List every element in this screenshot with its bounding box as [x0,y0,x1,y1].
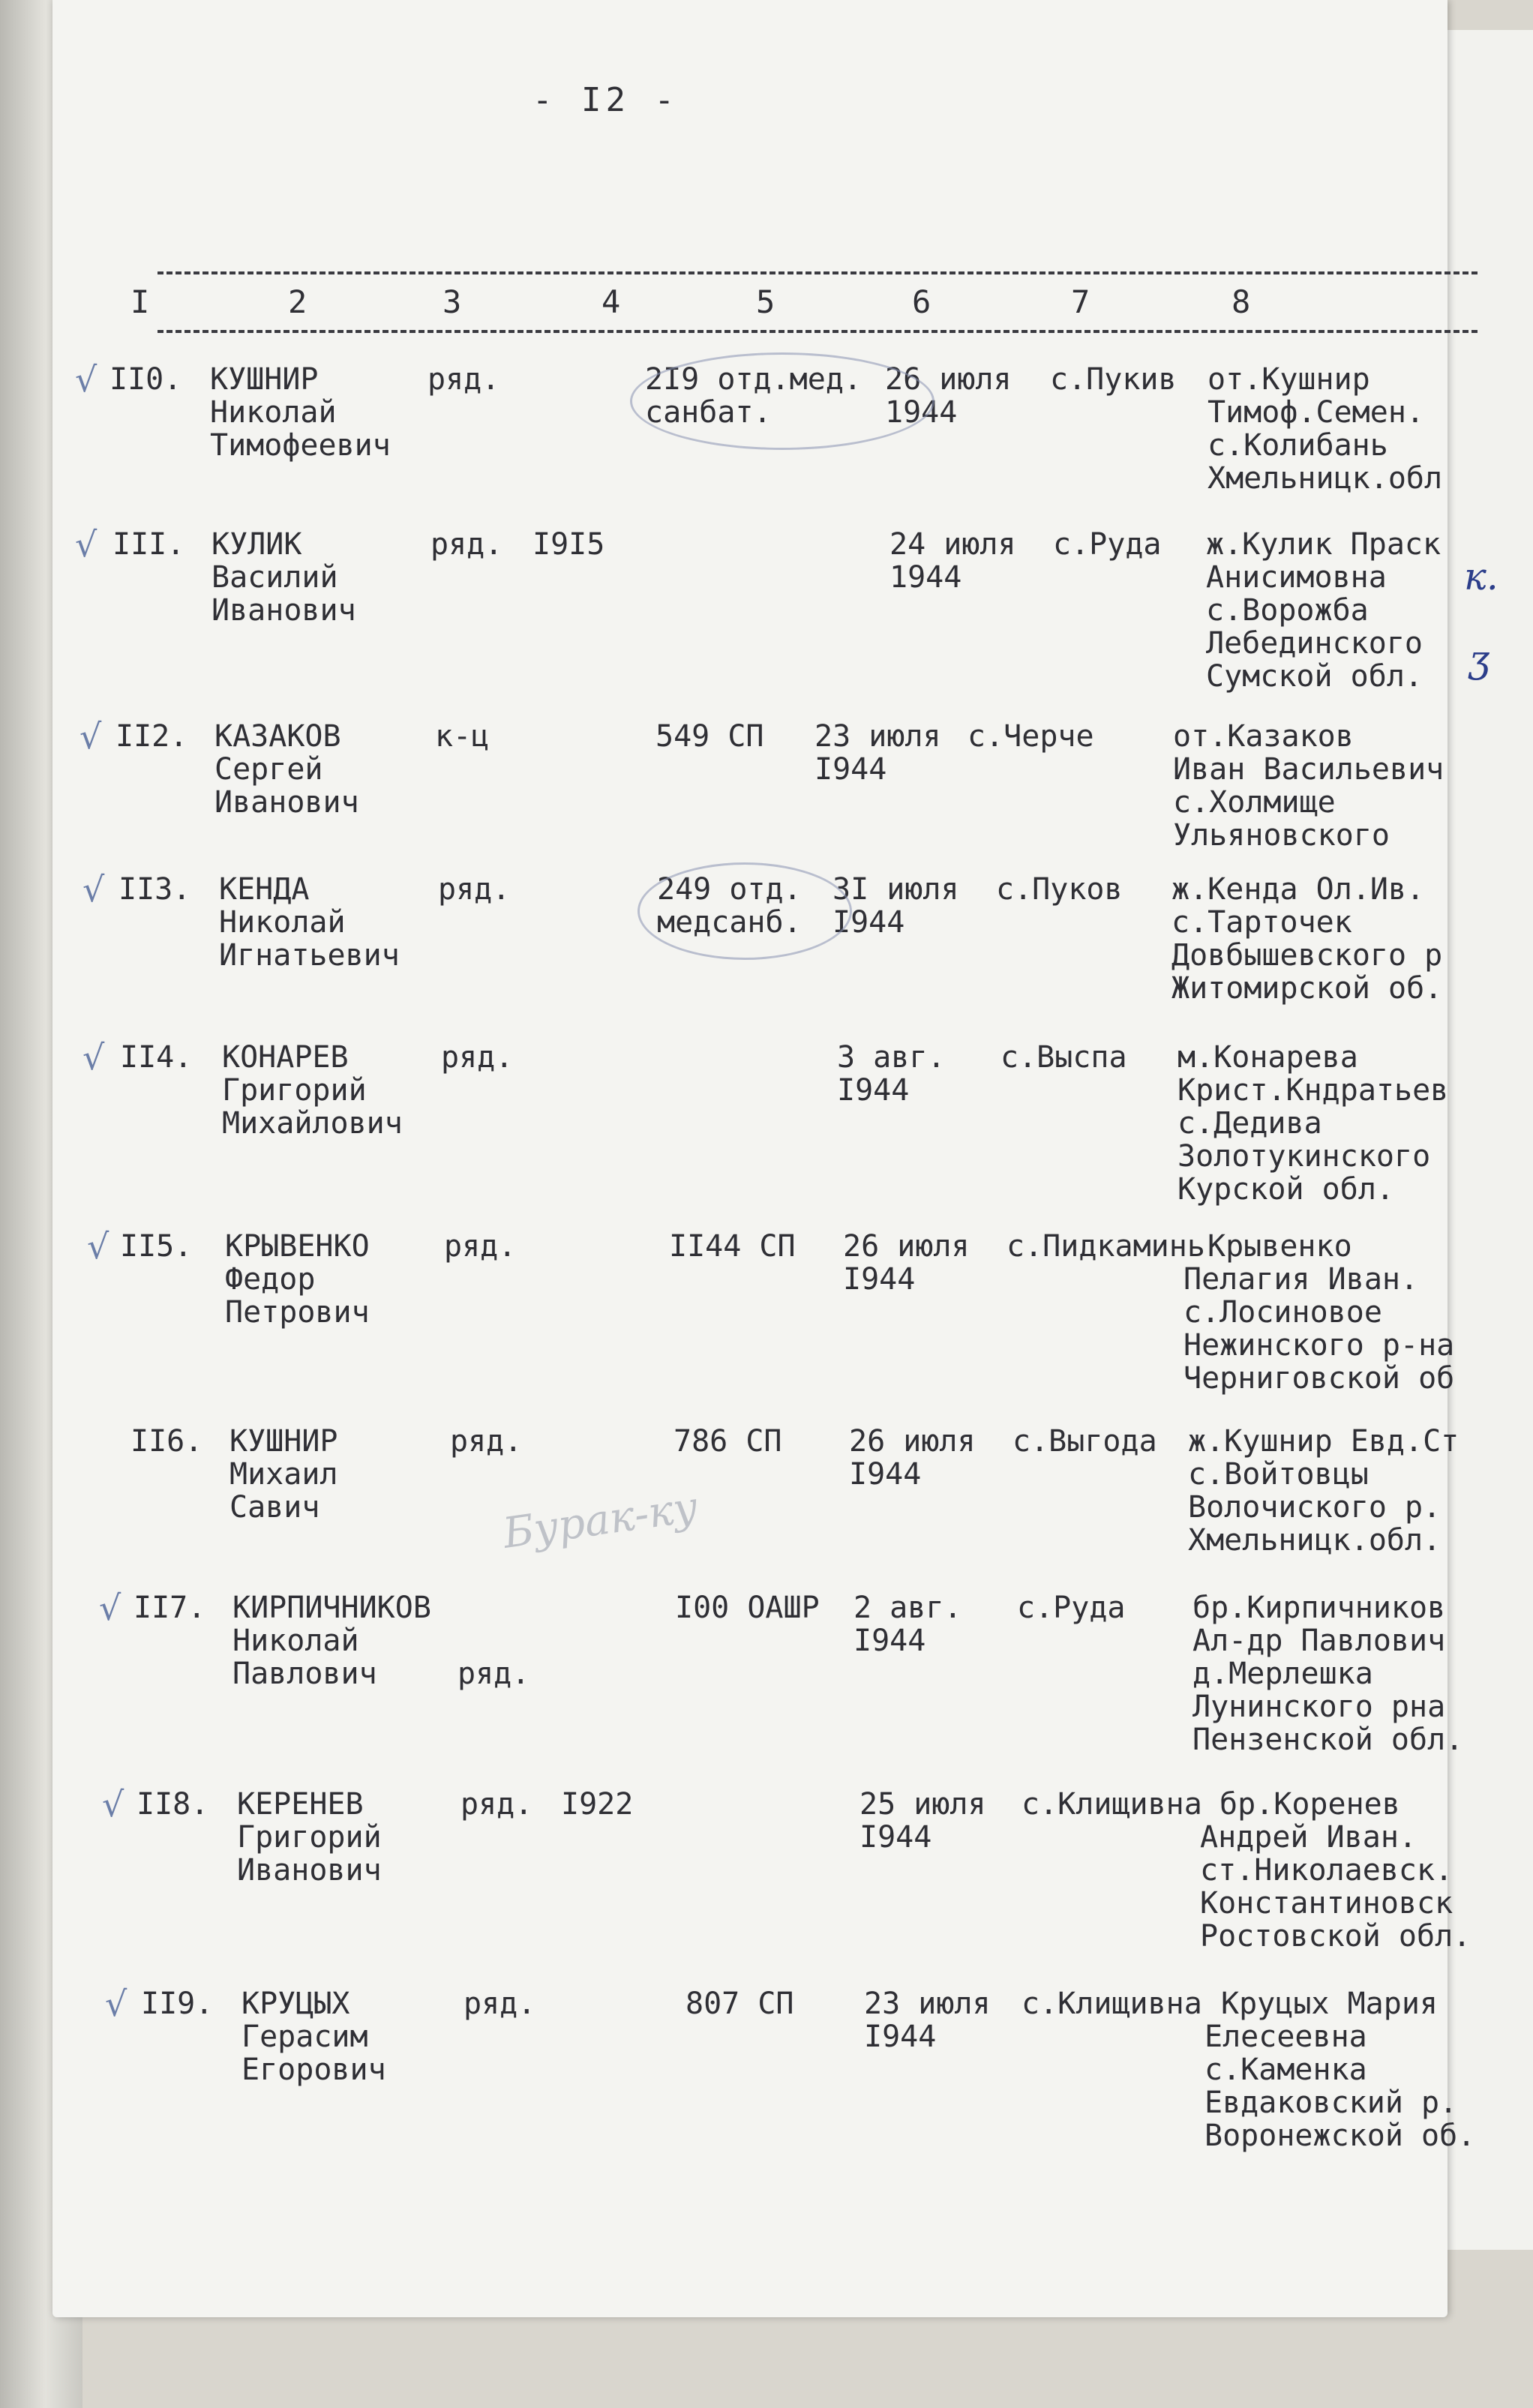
relative-line: бр.Коренев [1220,1787,1400,1822]
death-year: I944 [832,905,905,940]
relative-line: Хмельницк.обл. [1188,1523,1442,1558]
death-date: 3I июля [832,872,959,907]
unit: 786 СП [674,1424,782,1459]
relative-line: Житомирской об. [1172,971,1443,1006]
relative-line: от.Казаков [1173,719,1354,754]
death-year: I944 [854,1624,926,1658]
relative-line: от.Кушнир [1208,362,1370,397]
first-name: Михаил [230,1457,338,1492]
relative-line: Золотукинского [1178,1139,1431,1174]
relative-line: Ростовской обл. [1200,1919,1472,1954]
unit: 549 СП [656,719,764,754]
unit: 249 отд. [657,872,802,907]
relative-line: бр.Кирпичников [1192,1591,1446,1625]
relative-line: Курской обл. [1178,1172,1394,1207]
relative-line: с.Войтовцы [1188,1457,1369,1492]
column-number: 3 [442,283,462,320]
relative-line: с.Колибань [1208,428,1388,463]
first-name: Григорий [237,1820,382,1855]
unit: 807 СП [686,1987,794,2021]
first-name: Сергей [214,752,323,787]
rank: ряд. [441,1040,514,1075]
pencil-annotation: Бурак-ку [500,1483,701,1558]
record-number: III. [112,527,185,562]
surname: КУЛИК [212,527,302,562]
surname: КАЗАКОВ [214,719,341,754]
checkmark: √ [105,1984,128,2024]
header-rule-bottom [158,330,1478,333]
relative-line: Воронежской об. [1204,2119,1476,2153]
relative-line: Крывенко [1208,1229,1352,1264]
death-year: I944 [860,1820,932,1855]
death-year: I944 [843,1262,916,1297]
rank: к-ц [435,719,490,754]
death-date: 23 июля [814,719,941,754]
surname: КРЫВЕНКО [225,1229,370,1264]
relative-line: Пелагия Иван. [1184,1262,1419,1297]
record-number: II3. [118,872,191,907]
patronymic: Тимофеевич [210,428,391,463]
relative-line: Сумской обл. [1206,659,1423,694]
burial-place: с.Выспа [1000,1040,1127,1075]
relative-line: с.Тарточек [1172,905,1352,940]
surname: КУШНИР [210,362,319,397]
relative-line: Лунинского рна [1192,1690,1446,1724]
patronymic: Павлович [232,1657,377,1691]
surname: КОНАРЕВ [222,1040,349,1075]
first-name: Василий [212,560,338,595]
burial-place: с.Пуков [996,872,1123,907]
relative-line: Нежинского р-на [1184,1328,1455,1363]
document-page [52,0,1476,2317]
checkmark: √ [102,1784,124,1825]
relative-line: с.Лосиновое [1184,1295,1382,1330]
burial-place: с.Пидкаминь [1006,1229,1205,1264]
ink-circle [638,862,852,960]
page-number: - I2 - [532,81,679,119]
relative-line: Елесеевна [1204,2020,1367,2054]
burial-place: с.Руда [1053,527,1162,562]
burial-place: с.Клищивна [1022,1987,1202,2021]
rank: ряд. [460,1787,533,1822]
death-year: 1944 [885,395,958,430]
surname: КИРПИЧНИКОВ [232,1591,431,1625]
ink-circle [630,352,934,450]
record-number: II2. [116,719,188,754]
record-number: II7. [134,1591,206,1625]
unit: медсанб. [657,905,802,940]
rank: ряд. [464,1987,536,2021]
unit: санбат. [645,395,772,430]
first-name: Григорий [222,1073,367,1108]
column-number: 7 [1071,283,1090,320]
patronymic: Иванович [214,785,359,820]
column-number: 4 [602,283,621,320]
relative-line: Анисимовна [1206,560,1387,595]
relative-line: с.Холмище [1173,785,1336,820]
record-number: II6. [130,1424,203,1459]
burial-place: с.Черче [968,719,1094,754]
rank: ряд. [430,527,503,562]
patronymic: Егорович [242,2053,386,2087]
relative-line: с.Ворожба [1206,593,1369,628]
relative-line: д.Мерлешка [1192,1657,1373,1691]
death-year: I944 [864,2020,937,2054]
relative-line: Хмельницк.обл [1208,461,1443,496]
relative-line: ж.Кулик Праск [1206,527,1442,562]
death-date: 26 июля [849,1424,976,1459]
column-number: 5 [756,283,776,320]
record-number: II5. [120,1229,193,1264]
first-name: Николай [219,905,346,940]
checkmark: √ [82,869,105,910]
death-date: 25 июля [860,1787,986,1822]
rank: ряд. [444,1229,517,1264]
relative-line: ст.Николаевск. [1200,1853,1454,1888]
rank: ряд. [450,1424,523,1459]
relative-line: с.Каменка [1204,2053,1367,2087]
relative-line: с.Дедива [1178,1106,1322,1141]
relative-line: Лебединского [1206,626,1423,661]
record-number: II4. [120,1040,193,1075]
relative-line: Пензенской обл. [1192,1723,1464,1757]
checkmark: √ [75,359,98,400]
death-date: 26 июля [843,1229,970,1264]
first-name: Герасим [242,2020,368,2054]
death-date: 23 июля [864,1987,991,2021]
margin-ink-mark: к. [1464,555,1498,598]
relative-line: Черниговской об [1184,1361,1455,1396]
relative-line: Ал-др Павлович [1192,1624,1446,1658]
birth-year: I922 [561,1787,634,1822]
patronymic: Игнатьевич [219,938,400,973]
death-date: 2 авг. [854,1591,962,1625]
unit: II44 СП [669,1229,796,1264]
surname: КЕРЕНЕВ [237,1787,364,1822]
burial-place: с.Руда [1017,1591,1126,1625]
rank: ряд. [458,1657,530,1691]
column-number: 2 [288,283,308,320]
header-rule-top [158,271,1478,274]
relative-line: ж.Кенда Ол.Ив. [1172,872,1425,907]
death-year: 1944 [890,560,962,595]
relative-line: Волочиского р. [1188,1490,1442,1525]
patronymic: Иванович [237,1853,382,1888]
rank: ряд. [428,362,500,397]
surname: КРУЦЫХ [242,1987,350,2021]
first-name: Николай [210,395,337,430]
relative-line: Андрей Иван. [1200,1820,1417,1855]
unit: I00 ОАШР [675,1591,820,1625]
death-year: I944 [814,752,887,787]
relative-line: Ульяновского [1173,818,1390,853]
checkmark: √ [82,1037,105,1078]
relative-line: м.Конарева [1178,1040,1358,1075]
checkmark: √ [99,1588,122,1628]
burial-place: с.Клищивна [1022,1787,1202,1822]
checkmark: √ [75,524,98,565]
first-name: Федор [225,1262,316,1297]
unit: 2I9 отд.мед. [645,362,862,397]
patronymic: Михайлович [222,1106,403,1141]
patronymic: Иванович [212,593,356,628]
burial-place: с.Пукив [1050,362,1177,397]
relative-line: Довбышевского р [1172,938,1443,973]
column-number: 6 [912,283,932,320]
death-date: 26 июля [885,362,1012,397]
rank: ряд. [438,872,511,907]
relative-line: Евдаковский р. [1204,2086,1458,2120]
surname: КЕНДА [219,872,310,907]
death-date: 24 июля [890,527,1016,562]
patronymic: Савич [230,1490,320,1525]
relative-line: Константиновск [1200,1886,1454,1921]
checkmark: √ [87,1226,110,1267]
relative-line: Крист.Кндратьев [1178,1073,1449,1108]
first-name: Николай [232,1624,359,1658]
birth-year: I9I5 [532,527,605,562]
relative-line: ж.Кушнир Евд.Ст [1188,1424,1460,1459]
relative-line: Круцых Мария [1221,1987,1438,2021]
record-number: II0. [110,362,182,397]
margin-ink-mark: ʒ [1468,637,1490,681]
record-number: II8. [136,1787,209,1822]
relative-line: Иван Васильевич [1173,752,1444,787]
surname: КУШНИР [230,1424,338,1459]
column-number: I [130,283,150,320]
patronymic: Петрович [225,1295,370,1330]
death-year: I944 [837,1073,910,1108]
death-date: 3 авг. [837,1040,946,1075]
record-number: II9. [141,1987,214,2021]
burial-place: с.Выгода [1012,1424,1157,1459]
column-number-row [52,283,1448,328]
relative-line: Тимоф.Семен. [1208,395,1424,430]
column-number: 8 [1232,283,1251,320]
death-year: I944 [849,1457,922,1492]
checkmark: √ [80,716,102,757]
